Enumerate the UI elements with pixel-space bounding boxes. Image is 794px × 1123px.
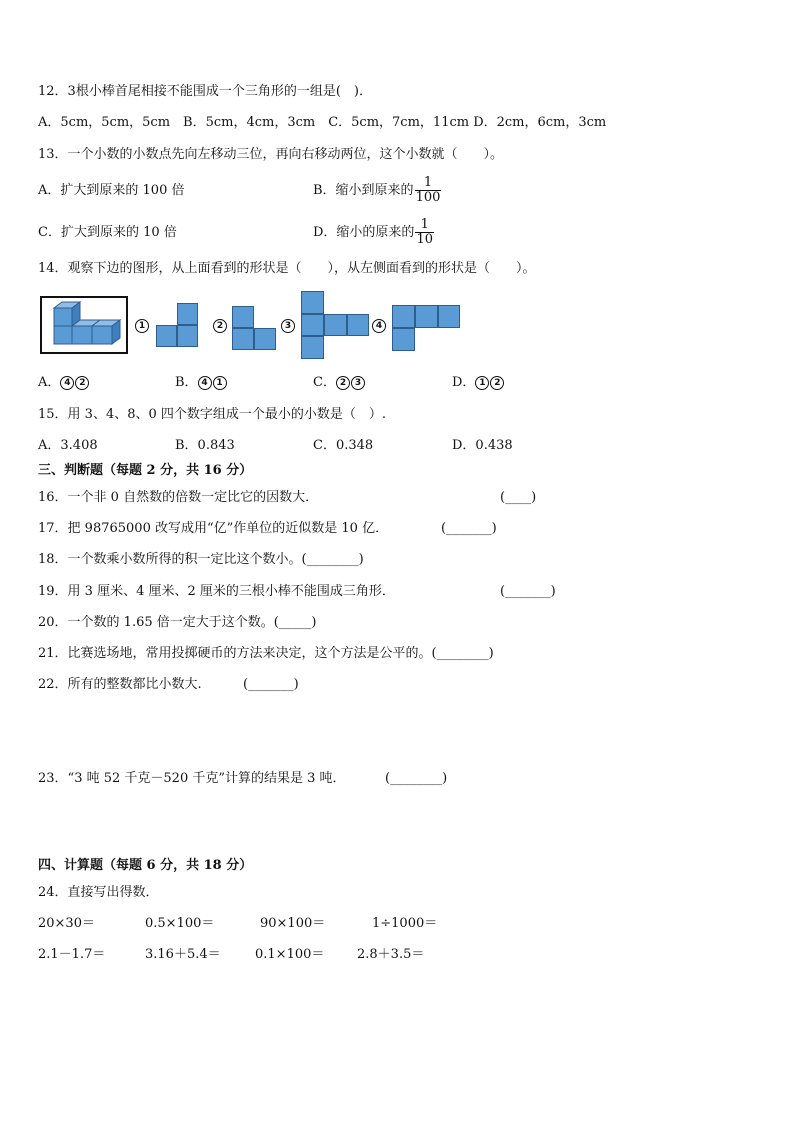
q15-option-a: A．3.408: [38, 438, 98, 453]
q16-blank: (____): [500, 490, 537, 505]
section-3-heading: 三、判断题（每题 2 分，共 16 分）: [38, 463, 253, 478]
circled-number: 1: [135, 319, 149, 333]
q14-option-b: [175, 375, 228, 391]
q21-text: 21．比赛选场地，常用投掷硬币的方法来决定，这个方法是公平的。(________): [38, 646, 494, 661]
q17-text: 17．把 98765000 改写成用“亿”作单位的近似数是 10 亿．: [38, 521, 389, 536]
calc-item: 0.5×100＝: [145, 916, 215, 931]
q17-blank: (_______): [441, 521, 497, 536]
q13-option-d: [313, 217, 434, 249]
q14-option-c: [313, 375, 366, 391]
view-option-4: [392, 305, 460, 351]
view-option-1: [156, 303, 198, 347]
circled-number: 4: [372, 319, 386, 333]
calc-item: 2.8＋3.5＝: [357, 947, 425, 962]
q15-option-b: B．0.843: [175, 438, 235, 453]
square-tile: [438, 305, 460, 328]
square-tile: [392, 305, 415, 328]
cube-3d-drawing: [42, 298, 126, 352]
fraction-denominator: 10: [416, 232, 433, 247]
option-letter: A．: [38, 375, 61, 390]
square-tile: [301, 336, 324, 359]
square-tile: [301, 314, 324, 336]
circled-number: 1: [475, 376, 489, 390]
q15-question: 15．用 3、4、8、0 四个数字组成一个最小的小数是（ ）.: [38, 407, 387, 422]
q13-option-c: C．扩大到原来的 10 倍: [38, 225, 177, 240]
calc-item: 1÷1000＝: [372, 916, 438, 931]
fraction-denominator: 100: [415, 190, 441, 205]
square-tile: [254, 328, 276, 350]
circled-number: 1: [213, 376, 227, 390]
q13-option-d-fraction: [415, 218, 434, 247]
q13-option-d-prefix: D．缩小的原来的: [313, 225, 415, 240]
q19-blank: (_______): [500, 584, 556, 599]
circled-number: 4: [198, 376, 212, 390]
square-tile: [177, 325, 198, 347]
q14-option-d: [452, 375, 505, 391]
calc-item: 0.1×100＝: [255, 947, 325, 962]
circled-number: 2: [75, 376, 89, 390]
q13-option-b-prefix: B．缩小到原来的: [313, 183, 414, 198]
section-4-heading: 四、计算题（每题 6 分，共 18 分）: [38, 858, 253, 873]
cube-figure: [40, 296, 128, 354]
q23-blank: (________): [385, 771, 448, 786]
fraction-numerator: 1: [415, 218, 434, 233]
q24-question: 24．直接写出得数．: [38, 885, 159, 900]
q22-blank: (_______): [243, 677, 299, 692]
option-letter: C．: [313, 375, 336, 390]
q20-text: 20．一个数的 1.65 倍一定大于这个数。(_____): [38, 615, 317, 630]
view-option-3: [301, 291, 369, 359]
q22-text: 22．所有的整数都比小数大.: [38, 677, 202, 692]
q13-option-b: [313, 175, 441, 207]
q13-option-a: A．扩大到原来的 100 倍: [38, 183, 185, 198]
q18-text: 18．一个数乘小数所得的积一定比这个数小。(________): [38, 552, 364, 567]
q12-options: A．5cm，5cm，5cm B．5cm，4cm，3cm C．5cm，7cm，11cm D．2cm，6cm，3cm: [38, 115, 607, 130]
circled-number: 2: [490, 376, 504, 390]
square-tile: [392, 328, 415, 351]
option-letter: D．: [452, 375, 476, 390]
fraction-numerator: 1: [415, 176, 442, 191]
square-tile: [177, 303, 198, 325]
q14-option-a: [38, 375, 90, 391]
fig-label-4: [372, 318, 387, 334]
circled-number: 3: [351, 376, 365, 390]
q13-question: 13．一个小数的小数点先向左移动三位，再向右移动两位，这个小数就（ ）。: [38, 147, 504, 162]
square-tile: [232, 306, 254, 328]
square-tile: [347, 314, 369, 336]
q12-question: 12．3根小棒首尾相接不能围成一个三角形的一组是( )．: [38, 84, 372, 99]
square-tile: [415, 305, 438, 328]
square-tile: [324, 314, 347, 336]
q23-text: 23．“3 吨 52 千克－520 千克”计算的结果是 3 吨．: [38, 771, 346, 786]
circled-number: 2: [336, 376, 350, 390]
square-tile: [156, 325, 177, 347]
fig-label-2: [213, 318, 228, 334]
q15-option-c: C．0.348: [313, 438, 374, 453]
circled-number: 2: [213, 319, 227, 333]
calc-item: 3.16＋5.4＝: [145, 947, 221, 962]
calc-item: 20×30＝: [38, 916, 95, 931]
q16-text: 16．一个非 0 自然数的倍数一定比它的因数大．: [38, 490, 319, 505]
square-tile: [301, 291, 324, 314]
square-tile: [232, 328, 254, 350]
view-option-2: [232, 306, 276, 350]
q19-text: 19．用 3 厘米、4 厘米、2 厘米的三根小棒不能围成三角形．: [38, 584, 395, 599]
circled-number: 3: [281, 319, 295, 333]
q13-option-b-fraction: [415, 176, 442, 205]
fig-label-3: [281, 318, 296, 334]
calc-item: 90×100＝: [260, 916, 326, 931]
circled-number: 4: [60, 376, 74, 390]
option-letter: B．: [175, 375, 198, 390]
calc-item: 2.1－1.7＝: [38, 947, 106, 962]
q15-option-d: D．0.438: [452, 438, 513, 453]
fig-label-1: [135, 318, 150, 334]
q14-question: 14．观察下边的图形，从上面看到的形状是（ ），从左侧面看到的形状是（ ）。: [38, 261, 536, 276]
